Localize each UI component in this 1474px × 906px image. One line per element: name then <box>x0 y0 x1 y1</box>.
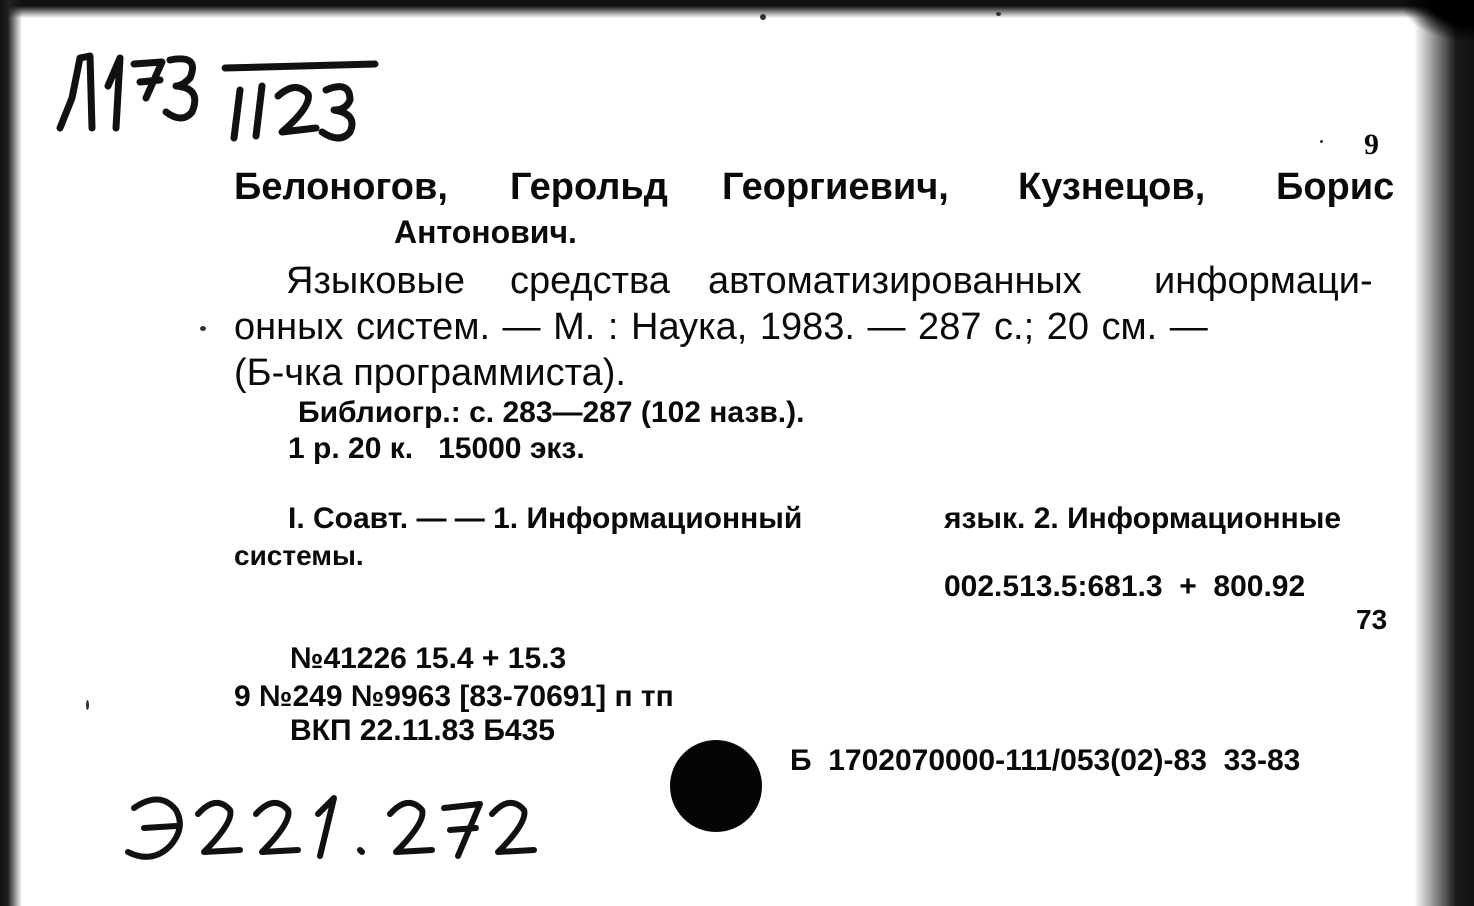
scan-edge-top <box>0 0 1474 18</box>
subject-headings-line-2: системы. <box>234 540 364 571</box>
title-line-2: онных систем. — М. : Наука, 1983. — 287 с.; 20 см. — <box>234 306 1208 348</box>
inventory-code-2: 9 №249 №9963 [83-70691] п тп <box>234 680 674 713</box>
punch-hole-dot <box>670 740 762 832</box>
scan-speck <box>996 12 1001 16</box>
author-word-4: Кузнецов, <box>1018 166 1206 208</box>
card-number: 9 <box>1364 128 1379 161</box>
title-word-4: информаци- <box>1154 260 1373 302</box>
scan-edge-right <box>1414 0 1474 906</box>
subject-headings-part-1: I. Соавт. — — 1. Информационный <box>288 502 803 535</box>
udc-sub-index: 73 <box>1356 604 1388 635</box>
author-word-5: Борис <box>1276 166 1395 208</box>
scan-speck <box>86 700 89 710</box>
title-line-3: (Б-чка программиста). <box>234 352 626 394</box>
scan-speck <box>200 326 206 331</box>
author-word-3: Георгиевич, <box>722 166 949 208</box>
inventory-code-3: ВКП 22.11.83 Б435 <box>290 714 555 747</box>
inventory-code-1: №41226 15.4 + 15.3 <box>290 642 567 675</box>
classification-code: Б 1702070000-111/053(02)-83 33-83 <box>790 744 1301 777</box>
author-word-2: Герольд <box>510 166 668 208</box>
subject-headings-part-2: язык. 2. Информационные <box>944 502 1342 535</box>
bibliography-note: Библиогр.: с. 283—287 (102 назв.). <box>298 396 805 429</box>
scan-speck <box>1320 140 1323 143</box>
udc-index: 002.513.5:681.3 + 800.92 <box>944 570 1306 603</box>
handwritten-shelfmark <box>50 28 380 148</box>
scan-speck <box>760 14 766 20</box>
title-word-2: средства <box>510 260 670 302</box>
title-word-1: Языковые <box>286 260 465 302</box>
price-and-copies: 1 р. 20 к. 15000 экз. <box>288 432 585 465</box>
author-word-1: Белоногов, <box>234 166 448 208</box>
author-patronymic: Антонович. <box>394 214 577 250</box>
title-word-3: автоматизированных <box>708 260 1082 302</box>
handwritten-call-number <box>120 780 540 870</box>
scan-edge-left <box>0 0 22 906</box>
scan-corner <box>1404 0 1474 40</box>
